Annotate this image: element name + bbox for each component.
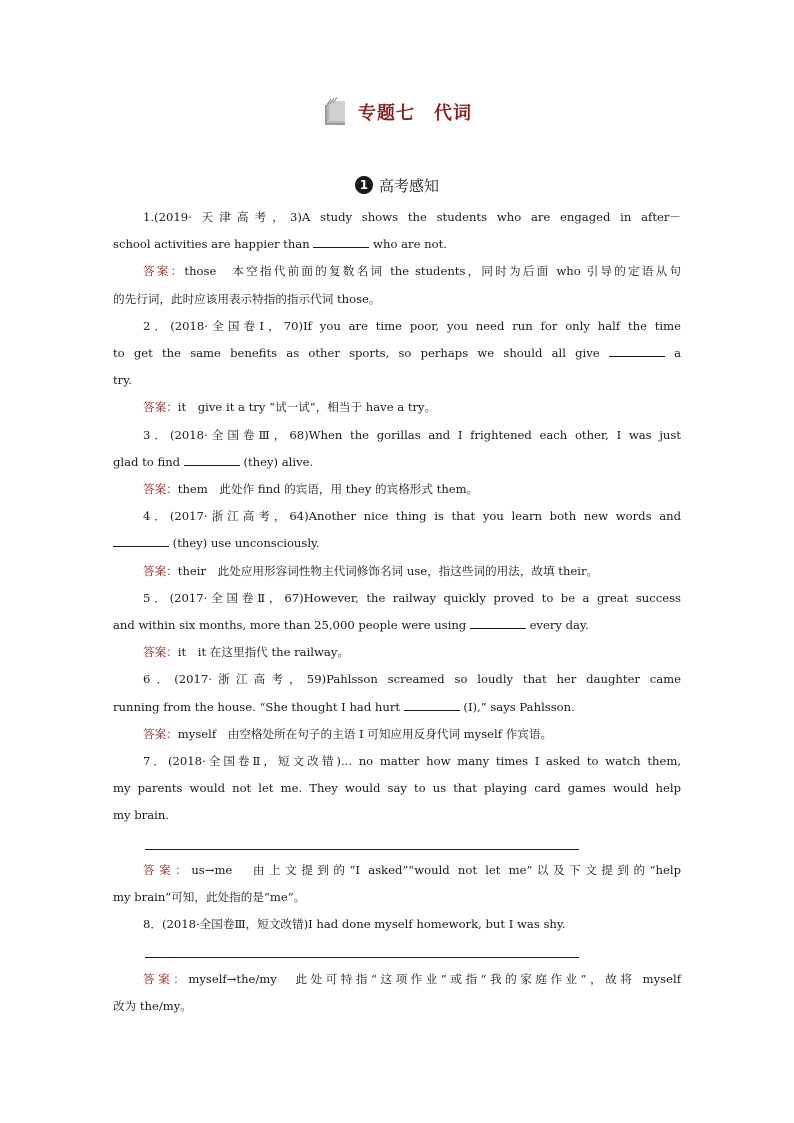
- fill-in-blank: [113, 535, 169, 547]
- question-text: 8．(2018·全国卷Ⅲ，短文改错)I had done myself homework, but I was shy.: [143, 917, 566, 932]
- answer-label: 答案：: [143, 971, 189, 986]
- page-header: [0, 97, 794, 131]
- question-text: (they) use unconsciously.: [169, 536, 320, 551]
- section-number-badge: 1: [355, 176, 373, 194]
- book-icon: [322, 97, 348, 127]
- question-line: [113, 993, 681, 1020]
- answer-text: it it 在这里指代 the railway。: [177, 645, 349, 660]
- question-text: my brain.: [113, 808, 169, 823]
- answer-label: 答案：: [143, 482, 178, 497]
- answer-label: 答案：: [143, 726, 178, 741]
- question-line: [113, 585, 681, 612]
- answer-text: them 此处作 find 的宾语，用 they 的宾格形式 them。: [177, 482, 479, 497]
- question-line: [113, 694, 681, 721]
- answer-rule-line: [113, 830, 681, 857]
- question-line: [113, 666, 681, 693]
- fill-in-blank: [404, 699, 460, 711]
- question-text: 6．(2017·浙江高考，59)Pahlsson screamed so loudly that her daughter came: [143, 672, 681, 687]
- question-line: [113, 313, 681, 340]
- fill-in-blank: [184, 454, 240, 466]
- answer-label: 答案：: [143, 862, 192, 877]
- fill-in-blank: [470, 617, 526, 629]
- section-heading: [0, 174, 794, 196]
- question-text: to get the same benefits as other sports, so perhaps we should all give: [113, 346, 609, 361]
- question-text: every day.: [525, 618, 589, 633]
- question-text: school activities are happier than: [113, 237, 314, 252]
- answer-line: [113, 394, 681, 421]
- answer-text: those 本空指代前面的复数名词 the students，同时为后面 who 引导的定语从句: [184, 264, 681, 279]
- answer-line: [113, 639, 681, 666]
- question-text: 的先行词，此时应该用表示特指的指示代词 those。: [113, 291, 381, 306]
- question-text: and within six months, more than 25,000 people were using: [113, 618, 470, 633]
- answer-label: 答案：: [143, 400, 178, 415]
- section-label: 高考感知: [378, 176, 439, 195]
- question-line: [113, 612, 681, 639]
- question-line: [113, 340, 681, 367]
- question-text: who are not.: [369, 237, 447, 252]
- question-line: [113, 449, 681, 476]
- answer-line: [113, 721, 681, 748]
- question-line: [113, 775, 681, 802]
- question-line: [113, 530, 681, 557]
- question-line: [113, 367, 681, 394]
- question-text: 改为 the/my。: [113, 998, 192, 1013]
- answer-line: [113, 258, 681, 285]
- answer-text: myself 由空格处所在句子的主语 I 可知应用反身代词 myself 作宾语。: [177, 726, 553, 741]
- answer-text: their 此处应用形容词性物主代词修饰名词 use，指这些词的用法，故填 their。: [177, 563, 599, 578]
- answer-line: [113, 966, 681, 993]
- exercise-body: [113, 204, 681, 1020]
- fill-in-blank: [313, 236, 369, 248]
- question-text: try.: [113, 373, 132, 388]
- answer-text: it give it a try “试一试”，相当于 have a try。: [177, 400, 437, 415]
- question-text: glad to find: [113, 454, 184, 469]
- question-line: [113, 503, 681, 530]
- question-text: 1.(2019· 天津高考，3)A study shows the students who are engaged in after－: [143, 210, 681, 224]
- question-line: [113, 884, 681, 911]
- question-text: 2．(2018·全国卷Ⅰ，70)If you are time poor, you need run for only half the time: [143, 318, 681, 333]
- answer-line: [113, 558, 681, 585]
- question-line: [113, 204, 681, 231]
- question-text: 5．(2017·全国卷Ⅱ，67)However, the railway quickly proved to be a great success: [143, 590, 681, 605]
- answer-rule-line: [113, 938, 681, 965]
- question-text: (I),” says Pahlsson.: [459, 699, 575, 714]
- answer-text: us→me 由上文提到的“I asked”“would not let me”以及下文提到的“help: [191, 862, 681, 877]
- question-line: [113, 422, 681, 449]
- question-line: [113, 802, 681, 829]
- answer-label: 答案：: [143, 264, 185, 279]
- question-line: [113, 231, 681, 258]
- question-line: [113, 911, 681, 938]
- question-text: (they) alive.: [239, 454, 314, 469]
- page-title: 专题七 代词: [358, 103, 472, 124]
- question-text: 3．(2018·全国卷Ⅲ，68)When the gorillas and I frightened each other, I was just: [143, 427, 681, 442]
- answer-text: myself→the/my 此处可特指“这项作业”或指“我的家庭作业”，故将 myself: [188, 971, 681, 986]
- question-text: 4．(2017·浙江高考，64)Another nice thing is that you learn both new words and: [143, 509, 681, 524]
- answer-line: [113, 857, 681, 884]
- question-line: [113, 748, 681, 775]
- question-text: 7．(2018·全国卷Ⅱ，短文改错)... no matter how many times I asked to watch them,: [143, 754, 681, 769]
- answer-label: 答案：: [143, 645, 178, 660]
- question-text: my brain”可知，此处指的是“me”。: [113, 890, 306, 905]
- question-text: running from the house. “She thought I had hurt: [113, 699, 404, 714]
- fill-in-blank: [609, 345, 665, 357]
- answer-label: 答案：: [143, 563, 178, 578]
- answer-line: [113, 476, 681, 503]
- question-line: [113, 286, 681, 313]
- question-text: my parents would not let me. They would say to us that playing card games would help: [113, 781, 681, 796]
- question-text: a: [664, 346, 681, 361]
